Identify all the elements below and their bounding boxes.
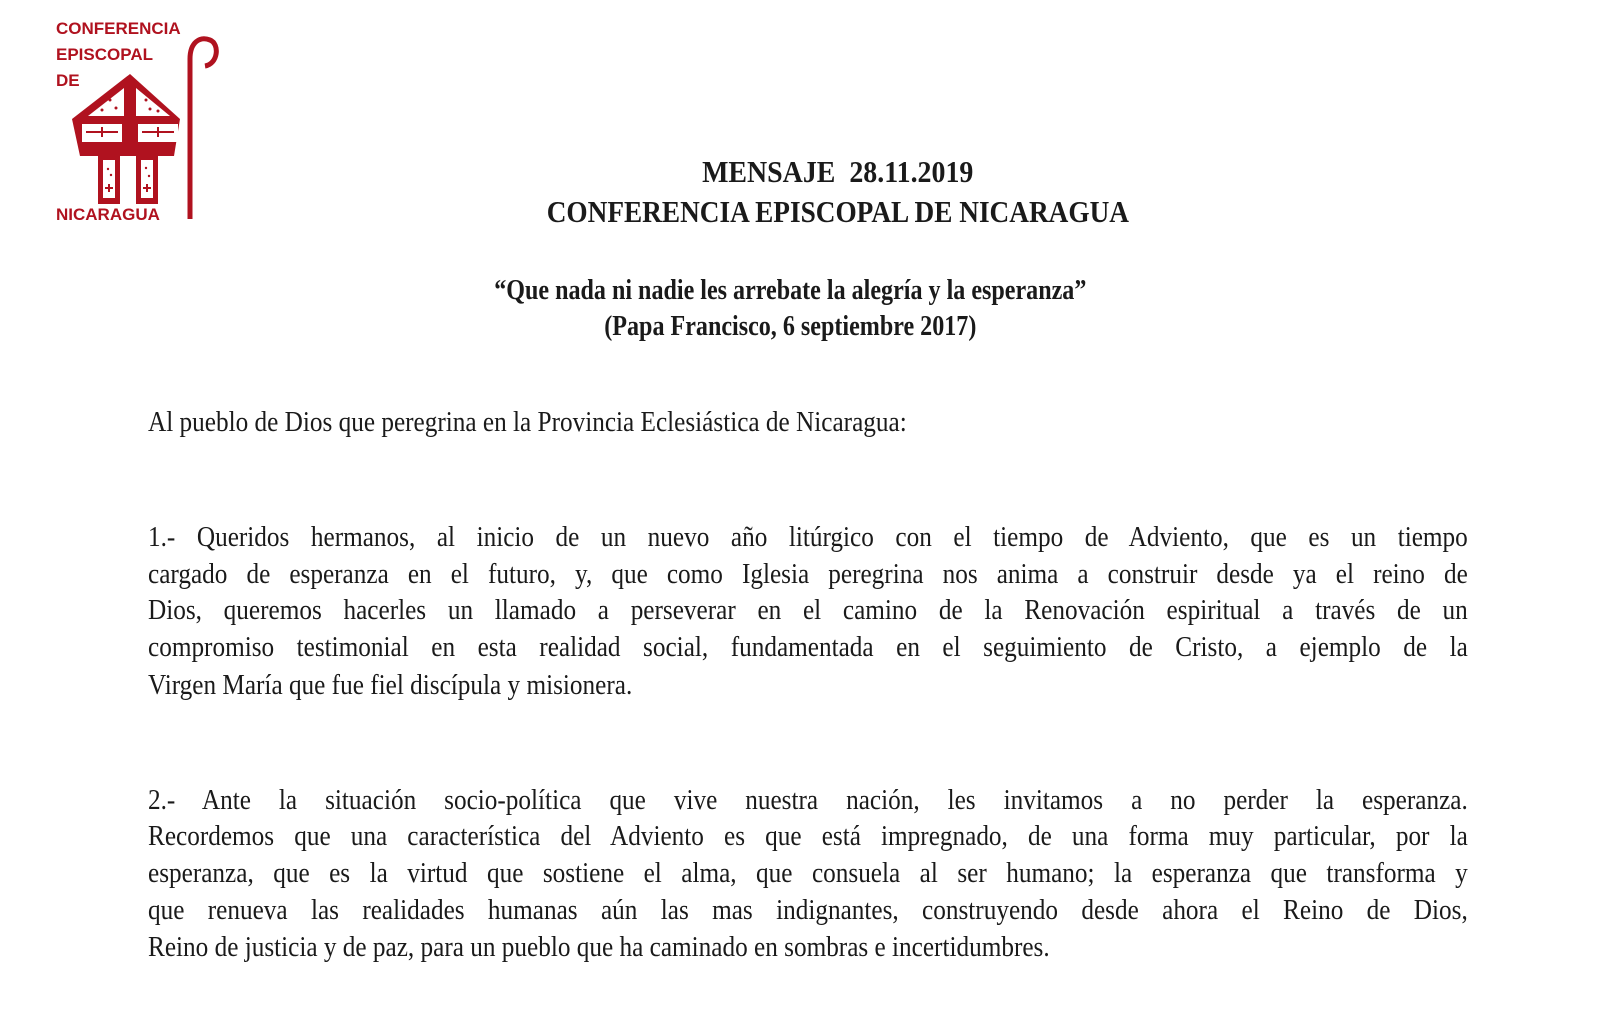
- paragraph-1-line-1: 1.- Queridos hermanos, al inicio de un nuevo año litúrgico con el tiempo de Adviento, que es un tiempo: [148, 521, 1468, 553]
- document-title-text: MENSAJE 28.11.2019: [702, 154, 974, 189]
- salutation: [148, 404, 1468, 440]
- paragraph-1-line-2: cargado de esperanza en el futuro, y, que como Iglesia peregrina nos anima a construir desde ya el reino de: [148, 558, 1468, 590]
- logo-text-line1: CONFERENCIA: [56, 19, 181, 38]
- logo-text-line3: DE: [56, 71, 80, 90]
- paragraph-1-line-3: Dios, queremos hacerles un llamado a perseverar en el camino de la Renovación espiritual a través de un: [148, 594, 1468, 626]
- document-title: [38, 154, 1600, 190]
- paragraph-1-line-5: Virgen María que fue fiel discípula y misionera.: [148, 669, 633, 701]
- paragraph-2-line-3: esperanza, que es la virtud que sostiene el alma, que consuela al ser humano; la esperanza que transforma y: [148, 857, 1468, 889]
- paragraph-2-line-2: Recordemos que una característica del Adviento es que está impregnado, de una forma muy particular, por la: [148, 820, 1468, 852]
- epigraph-attribution: [0, 311, 1590, 343]
- logo-text-line2: EPISCOPAL: [56, 45, 153, 64]
- paragraph-2-line-1: 2.- Ante la situación socio-política que vive nuestra nación, les invitamos a no perder la esperanza.: [148, 784, 1468, 816]
- paragraph-2-line-5: Reino de justicia y de paz, para un pueblo que ha caminado en sombras e incertidumbres.: [148, 931, 1050, 963]
- paragraph-2-line-4: que renueva las realidades humanas aún las mas indignantes, construyendo desde ahora el Reino de Dios,: [148, 894, 1468, 926]
- logo-text-line4: NICARAGUA: [56, 205, 160, 224]
- epigraph-attribution-text: (Papa Francisco, 6 septiembre 2017): [603, 311, 977, 342]
- epigraph-quote-text: “Que nada ni nadie les arrebate la alegría y la esperanza”: [493, 275, 1087, 306]
- paragraph-1-line-4: compromiso testimonial en esta realidad social, fundamentada en el seguimiento de Cristo, a ejemplo de la: [148, 631, 1468, 663]
- document-subtitle-text: CONFERENCIA EPISCOPAL DE NICARAGUA: [546, 194, 1130, 229]
- epigraph-quote: [0, 275, 1590, 307]
- document-subtitle: [38, 194, 1600, 230]
- salutation-text: Al pueblo de Dios que peregrina en la Provincia Eclesiástica de Nicaragua:: [148, 406, 907, 438]
